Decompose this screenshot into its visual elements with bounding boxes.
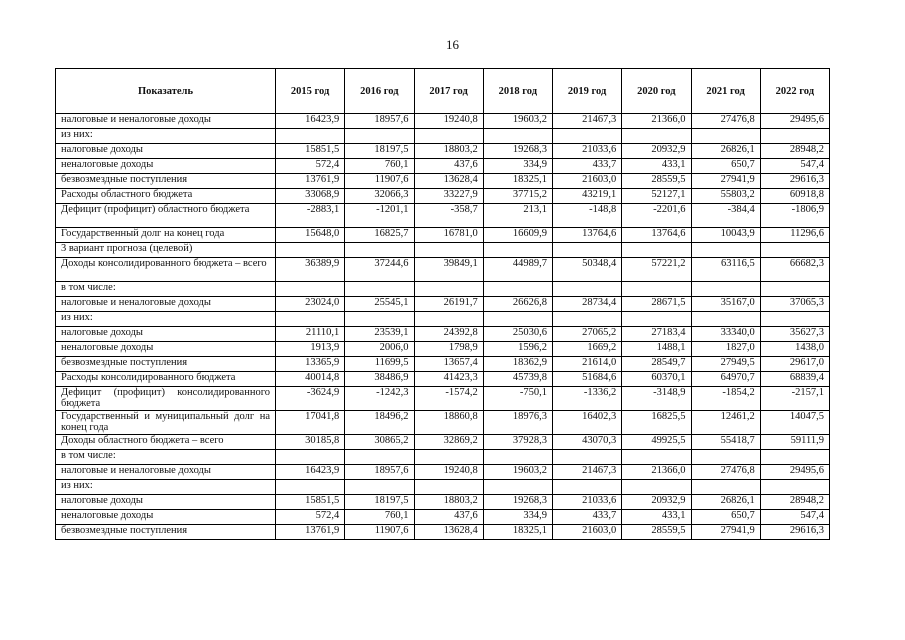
row-label: Расходы консолидированного бюджета [56,372,276,387]
row-value [483,480,552,495]
row-value: 30185,8 [276,435,345,450]
row-value: 33068,9 [276,189,345,204]
row-value [483,129,552,144]
row-value [760,312,829,327]
row-value [622,450,691,465]
table-row [56,174,830,189]
row-label: налоговые доходы [56,144,276,159]
row-value: 43219,1 [553,189,622,204]
row-value: 63116,5 [691,258,760,282]
row-value [414,243,483,258]
row-value: 68839,4 [760,372,829,387]
row-value: 650,7 [691,510,760,525]
row-value: 11907,6 [345,525,414,540]
row-value: 13657,4 [414,357,483,372]
table-row [56,480,830,495]
row-value: 37065,3 [760,297,829,312]
row-label: из них: [56,312,276,327]
row-value: 10043,9 [691,228,760,243]
row-value: 26826,1 [691,495,760,510]
row-value [276,282,345,297]
row-value: 16423,9 [276,465,345,480]
row-value: 18325,1 [483,174,552,189]
row-label: налоговые и неналоговые доходы [56,297,276,312]
row-value [483,450,552,465]
row-value [553,480,622,495]
row-value: 21614,0 [553,357,622,372]
row-value: 37715,2 [483,189,552,204]
row-value [553,450,622,465]
table-row [56,204,830,228]
row-value: 25030,6 [483,327,552,342]
row-value [691,450,760,465]
row-value: 27941,9 [691,525,760,540]
table-row [56,411,830,435]
table-row [56,189,830,204]
row-label: в том числе: [56,282,276,297]
row-value: 41423,3 [414,372,483,387]
row-value: 21033,6 [553,495,622,510]
row-value: 20932,9 [622,144,691,159]
table-row [56,510,830,525]
page-number: 16 [446,37,459,52]
row-value: 21033,6 [553,144,622,159]
row-value [483,282,552,297]
row-value [276,450,345,465]
table-row [56,465,830,480]
row-value: 29616,3 [760,525,829,540]
row-value: 572,4 [276,159,345,174]
row-value: 35167,0 [691,297,760,312]
row-value: 37928,3 [483,435,552,450]
header-indicator: Показатель [56,69,276,114]
row-value [345,450,414,465]
row-value: 760,1 [345,159,414,174]
row-value: -1806,9 [760,204,829,228]
table-row [56,327,830,342]
row-label: налоговые и неналоговые доходы [56,465,276,480]
row-value: 27065,2 [553,327,622,342]
row-value: 16402,3 [553,411,622,435]
table-row [56,450,830,465]
row-value: 21603,0 [553,174,622,189]
row-value [622,282,691,297]
row-value [760,450,829,465]
row-value: 24392,8 [414,327,483,342]
table-header-row [56,69,830,114]
row-value: 49925,5 [622,435,691,450]
row-value: 17041,8 [276,411,345,435]
row-label: безвозмездные поступления [56,357,276,372]
row-value: 39849,1 [414,258,483,282]
row-value: 51684,6 [553,372,622,387]
row-value: 66682,3 [760,258,829,282]
row-value: 18860,8 [414,411,483,435]
row-value: 57221,2 [622,258,691,282]
header-year-2017: 2017 год [414,69,483,114]
row-value: -1201,1 [345,204,414,228]
row-value: -358,7 [414,204,483,228]
row-label: Дефицит (профицит) областного бюджета [56,204,276,228]
row-value: -2883,1 [276,204,345,228]
table-row [56,228,830,243]
row-value: 1488,1 [622,342,691,357]
row-value [691,243,760,258]
row-value: 29495,6 [760,465,829,480]
row-value [553,129,622,144]
table-row [56,258,830,282]
row-label: налоговые и неналоговые доходы [56,114,276,129]
row-value: -1336,2 [553,387,622,411]
row-value: 25545,1 [345,297,414,312]
row-value: 13764,6 [622,228,691,243]
row-value: 55803,2 [691,189,760,204]
row-label: неналоговые доходы [56,342,276,357]
row-value: 52127,1 [622,189,691,204]
row-value: 28559,5 [622,174,691,189]
row-value: 433,7 [553,510,622,525]
row-value: 21467,3 [553,114,622,129]
row-label: Государственный и муниципальный долг на конец года [56,411,276,435]
row-value: 15648,0 [276,228,345,243]
row-value [622,243,691,258]
table-row [56,435,830,450]
row-value [414,480,483,495]
row-value: 29495,6 [760,114,829,129]
row-label: Доходы областного бюджета – всего [56,435,276,450]
row-label: из них: [56,480,276,495]
row-value [622,312,691,327]
row-value [760,282,829,297]
row-value: 18325,1 [483,525,552,540]
row-value: 16609,9 [483,228,552,243]
table-row [56,159,830,174]
row-label: в том числе: [56,450,276,465]
row-value: 45739,8 [483,372,552,387]
row-label: Государственный долг на конец года [56,228,276,243]
row-value: 18803,2 [414,495,483,510]
row-value: 27949,5 [691,357,760,372]
row-value: -1854,2 [691,387,760,411]
row-value: 18957,6 [345,465,414,480]
row-value: -148,8 [553,204,622,228]
row-value: 437,6 [414,510,483,525]
row-value: 19603,2 [483,114,552,129]
row-value: 60370,1 [622,372,691,387]
row-value [760,480,829,495]
row-label: безвозмездные поступления [56,174,276,189]
table-row [56,144,830,159]
row-value: 28671,5 [622,297,691,312]
row-value [276,480,345,495]
row-value: 32869,2 [414,435,483,450]
row-value [622,129,691,144]
row-value: -2157,1 [760,387,829,411]
row-value [345,129,414,144]
table-row [56,525,830,540]
row-value: 16825,5 [622,411,691,435]
row-value [760,243,829,258]
row-value [414,282,483,297]
table-row [56,495,830,510]
row-value: 27476,8 [691,465,760,480]
row-value: 20932,9 [622,495,691,510]
row-value: 19240,8 [414,114,483,129]
row-value: 40014,8 [276,372,345,387]
row-value: 27476,8 [691,114,760,129]
row-value: 14047,5 [760,411,829,435]
row-value [276,129,345,144]
row-value: 64970,7 [691,372,760,387]
row-value: 572,4 [276,510,345,525]
row-value: 760,1 [345,510,414,525]
row-value: 32066,3 [345,189,414,204]
row-value: 23024,0 [276,297,345,312]
header-year-2022: 2022 год [760,69,829,114]
row-value: -3148,9 [622,387,691,411]
row-value: 36389,9 [276,258,345,282]
row-value: 433,1 [622,510,691,525]
row-value: 15851,5 [276,495,345,510]
table-body [56,114,830,540]
row-value: 28559,5 [622,525,691,540]
row-value: -750,1 [483,387,552,411]
row-value: 11699,5 [345,357,414,372]
header-year-2018: 2018 год [483,69,552,114]
row-label: налоговые доходы [56,327,276,342]
row-value [483,312,552,327]
table-row [56,357,830,372]
row-value: 433,1 [622,159,691,174]
row-value: 23539,1 [345,327,414,342]
row-value [276,312,345,327]
header-year-2019: 2019 год [553,69,622,114]
row-value: 12461,2 [691,411,760,435]
row-value: 19603,2 [483,465,552,480]
row-value: 19268,3 [483,495,552,510]
row-value: 28948,2 [760,495,829,510]
row-value: 11296,6 [760,228,829,243]
row-value: 33227,9 [414,189,483,204]
row-value: 334,9 [483,510,552,525]
row-value: 547,4 [760,510,829,525]
row-value: 15851,5 [276,144,345,159]
row-value [483,243,552,258]
row-value [345,480,414,495]
row-value: 43070,3 [553,435,622,450]
table-row [56,387,830,411]
budget-forecast-table [55,68,830,540]
row-value: -384,4 [691,204,760,228]
row-value: 21366,0 [622,114,691,129]
row-value: 11907,6 [345,174,414,189]
row-value: 18496,2 [345,411,414,435]
row-value: 13365,9 [276,357,345,372]
row-value: 21603,0 [553,525,622,540]
row-value: 13628,4 [414,174,483,189]
row-value: 27941,9 [691,174,760,189]
row-value: 30865,2 [345,435,414,450]
row-value: 1798,9 [414,342,483,357]
row-value: 27183,4 [622,327,691,342]
row-value: 1827,0 [691,342,760,357]
row-value: 38486,9 [345,372,414,387]
row-value: 35627,3 [760,327,829,342]
row-value [276,243,345,258]
row-value: 16423,9 [276,114,345,129]
table-row [56,372,830,387]
table-row [56,342,830,357]
table-row [56,129,830,144]
row-value: 60918,8 [760,189,829,204]
row-value: 1596,2 [483,342,552,357]
row-value: 44989,7 [483,258,552,282]
row-label: безвозмездные поступления [56,525,276,540]
row-value: 13628,4 [414,525,483,540]
row-label: 3 вариант прогноза (целевой) [56,243,276,258]
row-value: 26626,8 [483,297,552,312]
row-value: 50348,4 [553,258,622,282]
row-value: 334,9 [483,159,552,174]
row-value: 16825,7 [345,228,414,243]
row-value: 213,1 [483,204,552,228]
row-value: 18803,2 [414,144,483,159]
row-value [691,312,760,327]
row-value: 19268,3 [483,144,552,159]
row-label: неналоговые доходы [56,159,276,174]
row-value: 18362,9 [483,357,552,372]
row-value: 16781,0 [414,228,483,243]
row-value: 13764,6 [553,228,622,243]
row-value: -1242,3 [345,387,414,411]
row-label: налоговые доходы [56,495,276,510]
row-value: 28948,2 [760,144,829,159]
row-value: 21467,3 [553,465,622,480]
row-value [414,450,483,465]
row-value: 1913,9 [276,342,345,357]
row-label: Расходы областного бюджета [56,189,276,204]
row-value: -2201,6 [622,204,691,228]
row-value [345,312,414,327]
row-value: 55418,7 [691,435,760,450]
row-label: из них: [56,129,276,144]
row-value [345,243,414,258]
row-value: 433,7 [553,159,622,174]
row-value [760,129,829,144]
row-value [691,480,760,495]
table-row [56,114,830,129]
row-value [553,312,622,327]
row-value: 13761,9 [276,525,345,540]
row-value [345,282,414,297]
row-value: 26191,7 [414,297,483,312]
table-row [56,243,830,258]
row-value: 19240,8 [414,465,483,480]
row-value: 18197,5 [345,495,414,510]
row-value: 18197,5 [345,144,414,159]
header-year-2021: 2021 год [691,69,760,114]
table-row [56,297,830,312]
row-value: 28549,7 [622,357,691,372]
row-value [691,282,760,297]
row-value: 1669,2 [553,342,622,357]
header-year-2020: 2020 год [622,69,691,114]
row-value [553,243,622,258]
row-value: 37244,6 [345,258,414,282]
row-value: 26826,1 [691,144,760,159]
row-value: 547,4 [760,159,829,174]
row-value [414,129,483,144]
table-row [56,312,830,327]
row-value [414,312,483,327]
row-label: Доходы консолидированного бюджета – всего [56,258,276,282]
row-value: 1438,0 [760,342,829,357]
row-value: 21110,1 [276,327,345,342]
header-year-2015: 2015 год [276,69,345,114]
table-row [56,282,830,297]
row-value: 18957,6 [345,114,414,129]
row-value: 33340,0 [691,327,760,342]
row-value: 59111,9 [760,435,829,450]
row-value: 650,7 [691,159,760,174]
row-value: 29617,0 [760,357,829,372]
row-value: -1574,2 [414,387,483,411]
row-value [553,282,622,297]
row-value: 29616,3 [760,174,829,189]
row-value: 28734,4 [553,297,622,312]
row-label: неналоговые доходы [56,510,276,525]
row-value [622,480,691,495]
row-value: -3624,9 [276,387,345,411]
row-value: 13761,9 [276,174,345,189]
row-value: 2006,0 [345,342,414,357]
row-value: 21366,0 [622,465,691,480]
row-label: Дефицит (профицит) консолидированного бюджета [56,387,276,411]
row-value [691,129,760,144]
row-value: 437,6 [414,159,483,174]
row-value: 18976,3 [483,411,552,435]
header-year-2016: 2016 год [345,69,414,114]
